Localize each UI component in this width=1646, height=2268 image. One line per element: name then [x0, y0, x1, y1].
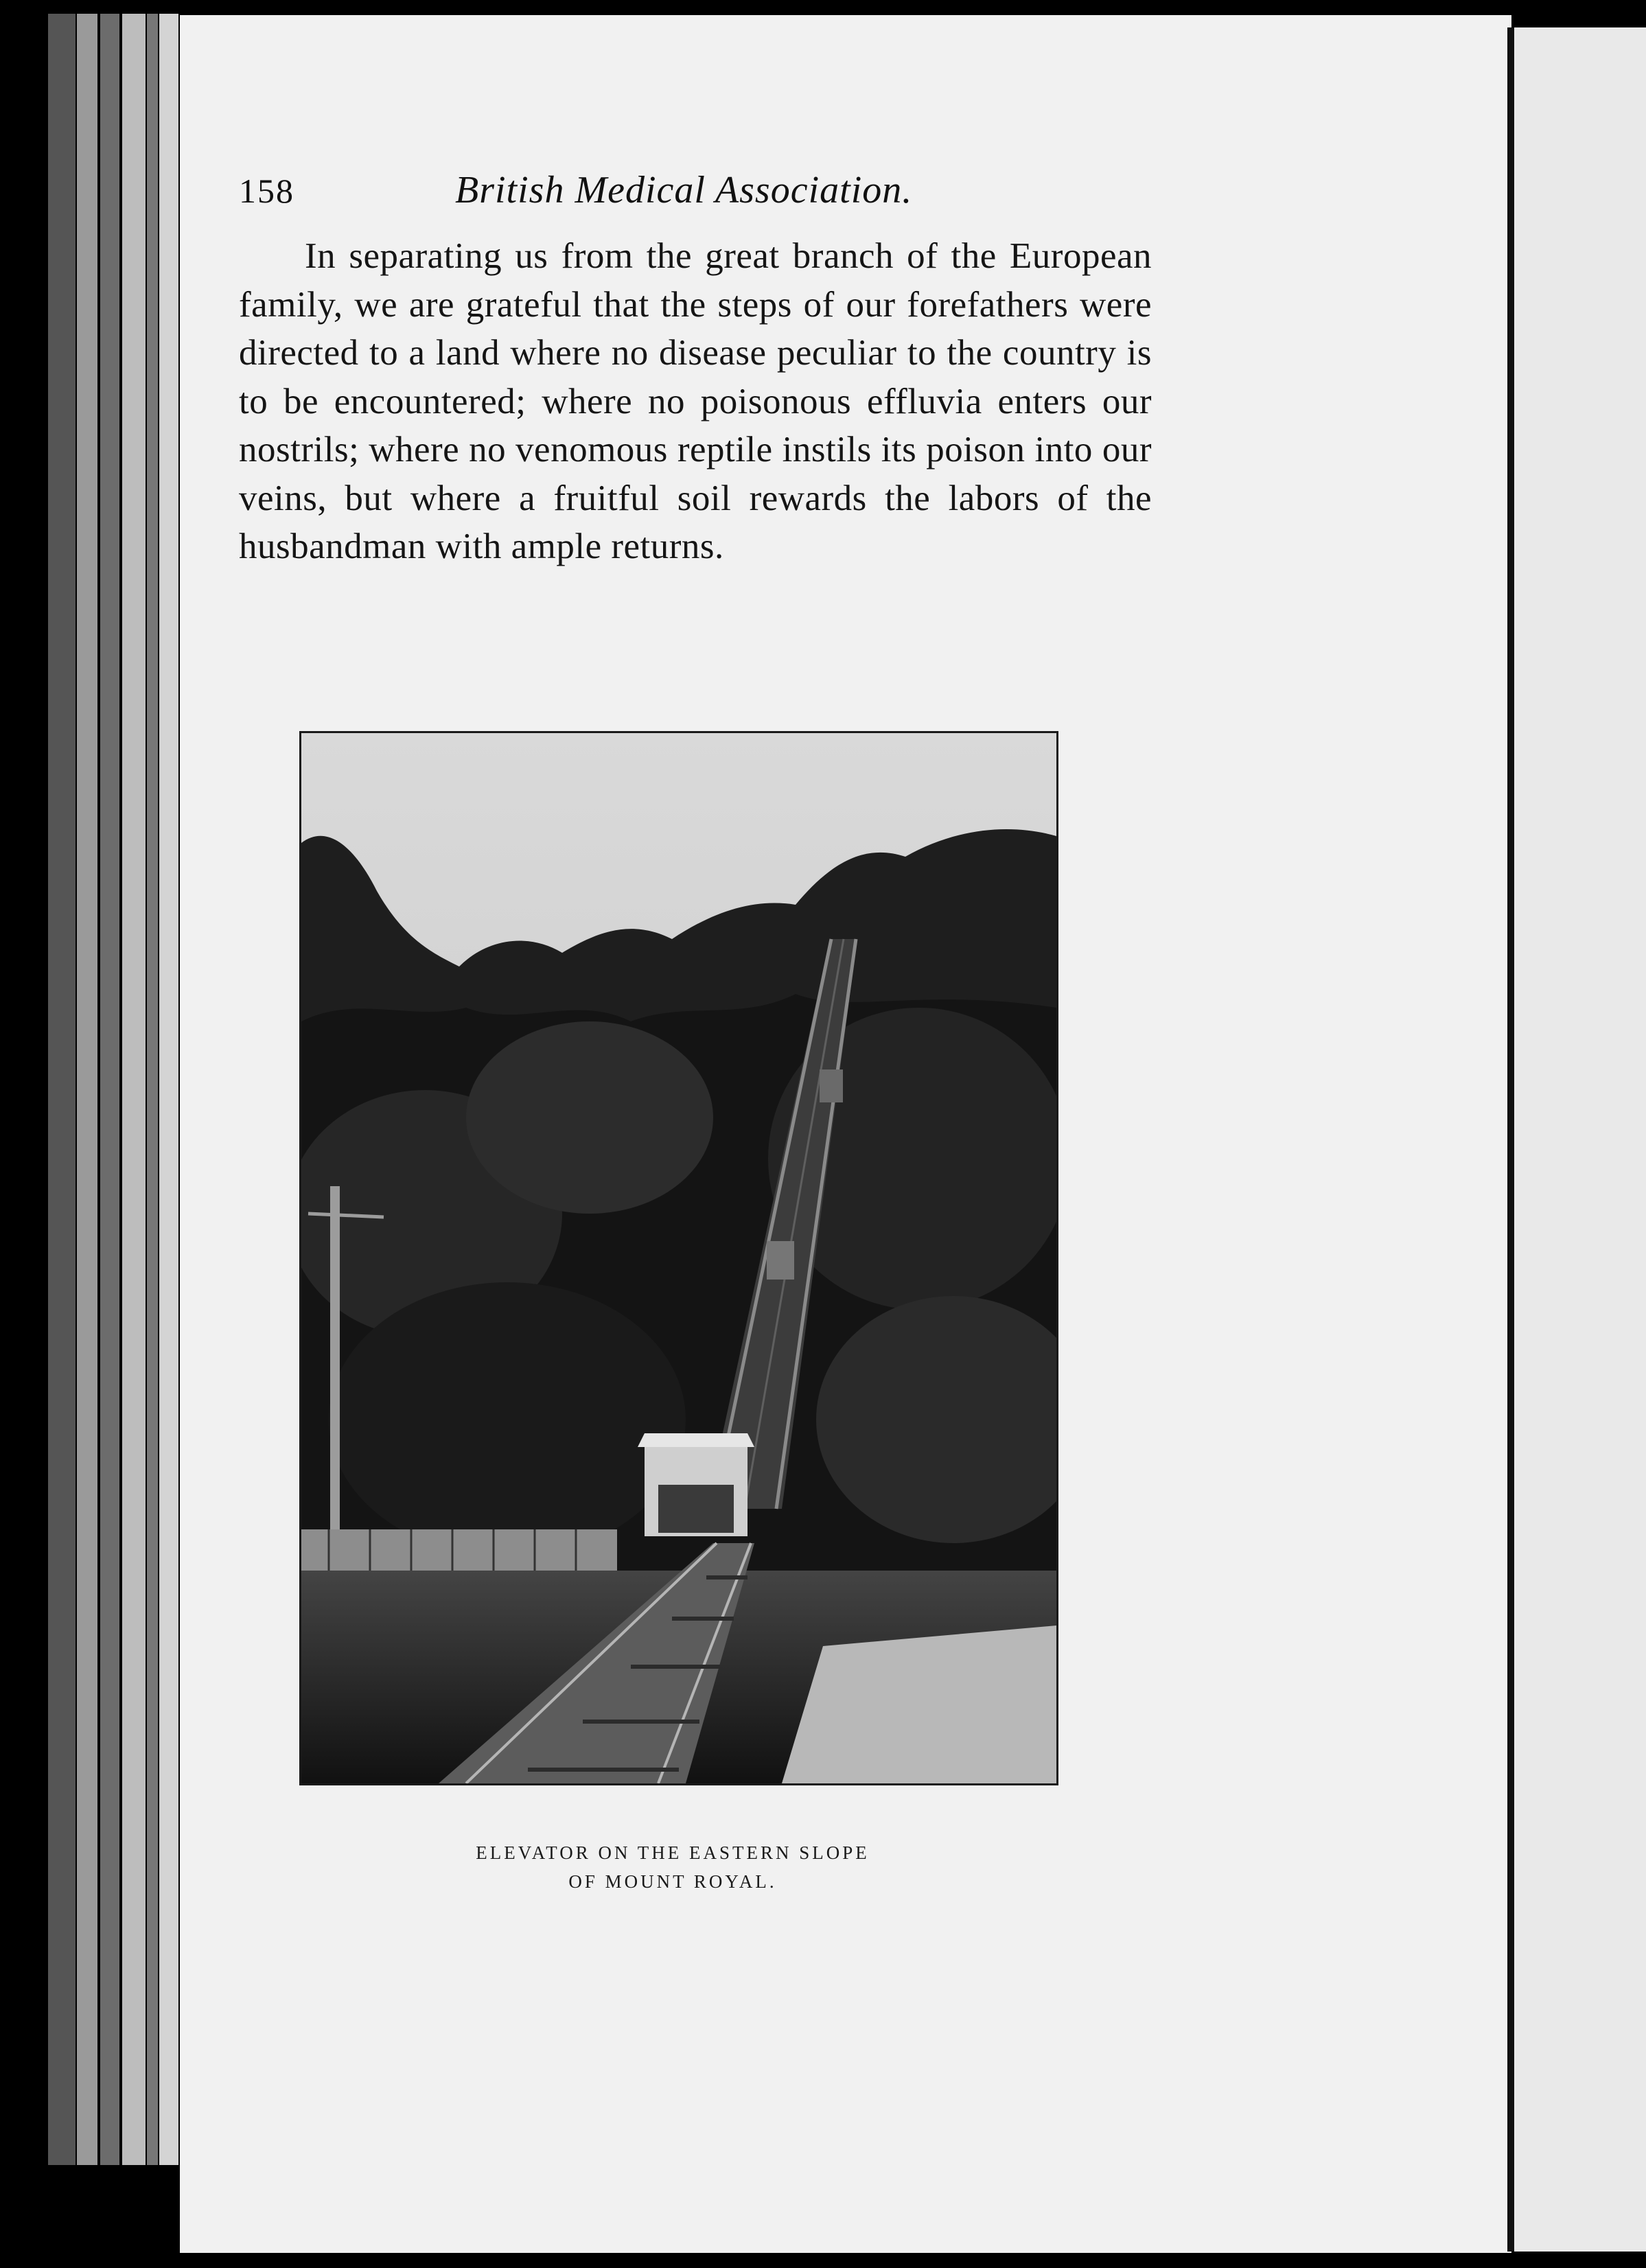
- running-title: British Medical Association.: [455, 169, 913, 211]
- page-edge-strata: [77, 14, 97, 2165]
- body-paragraph: In separating us from the great branch of the European family, we are grateful that the steps of our forefathers were directed to a land where no disease peculiar to the country is to be encountered; where no poisonous effluvia enters our nostrils; where no venomous reptile instils its poison into our veins, but where a fruitful soil rewards the labors of the husbandman with ample returns.: [239, 236, 1152, 566]
- body-text: [239, 232, 1152, 571]
- page-header: [239, 161, 1186, 230]
- page-edge-strata: [159, 14, 178, 2165]
- figure-caption: [412, 1838, 934, 1896]
- page-edge-strata: [147, 14, 158, 2165]
- funicular-photo-illustration: [301, 733, 1056, 1783]
- caption-line: OF MOUNT ROYAL.: [568, 1871, 777, 1892]
- page-edge-strata: [122, 14, 146, 2165]
- caption-line: ELEVATOR ON THE EASTERN SLOPE: [476, 1842, 870, 1863]
- gutter-line: [1507, 27, 1514, 2252]
- page-edge-strata: [100, 14, 119, 2165]
- facing-page-edge: [1511, 27, 1646, 2252]
- page-number: 158: [239, 172, 294, 210]
- halftone-photograph: [299, 731, 1058, 1785]
- page-edge-strata: [48, 14, 76, 2165]
